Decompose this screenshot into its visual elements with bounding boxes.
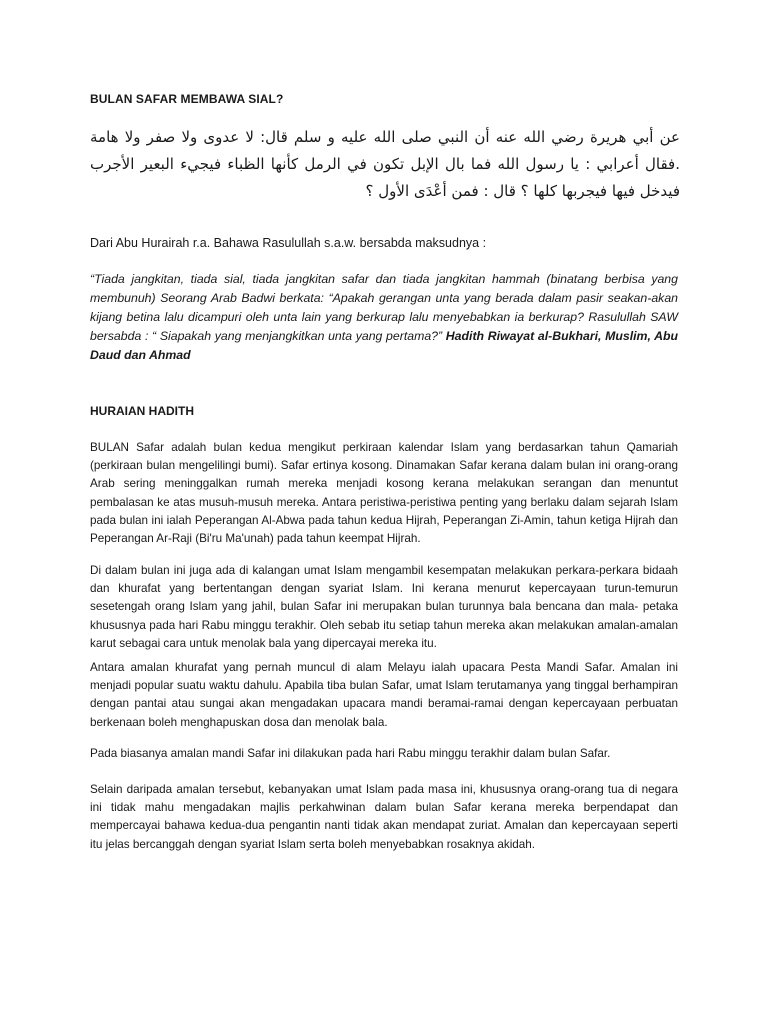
hadith-translation [90, 270, 678, 365]
paragraph: Pada biasanya amalan mandi Safar ini dilakukan pada hari Rabu minggu terakhir dalam bulan Safar. [90, 747, 611, 760]
hadith-intro: Dari Abu Hurairah r.a. Bahawa Rasulullah s.a.w. bersabda maksudnya : [90, 236, 487, 250]
paragraph: Di dalam bulan ini juga ada di kalangan umat Islam mengambil kesempatan melakukan perkara-perkara bidaah dan khurafat yang bertentangan dengan syariat Islam. Ini kerana menurut kepercayaan turun-temurun sesetengah orang Islam yang jahil, bulan Safar ini merupakan bulan turunnya bala bencana dan mala- petaka khususnya pada hari Rabu minggu terakhir. Oleh sebab itu setiap tahun mereka akan melakukan amalan-amalan karut sebagai cara untuk menolak bala yang dipercayai mereka itu. [90, 564, 678, 650]
paragraph: Selain daripada amalan tersebut, kebanyakan umat Islam pada masa ini, khususnya orang-orang tua di negara ini tidak mahu mengadakan majlis perkahwinan dalam bulan Safar kerana mereka berpendapat dan mempercayai bahawa kedua-dua pengantin nanti tidak akan mendapat zuriat. Amalan dan kepercayaan seperti itu jelas bercanggah dengan syariat Islam serta boleh menyebabkan rosaknya akidah. [90, 783, 678, 851]
hadith-source: Hadith Riwayat al-Bukhari, Muslim, Abu Daud dan Ahmad [90, 329, 679, 362]
arabic-hadith-text: عن أبي هريرة رضي الله عنه أن النبي صلى الله عليه و سلم قال: لا عدوى ولا صفر ولا هامة .فقال أعرابي : يا رسول الله فما بال الإبل تكون في الرمل كأنها الظباء فيجيء البعير الأجرب فيدخل فيها فيجربها كلها ؟ قال : فمن أعْدَى الأول ؟ [90, 128, 680, 200]
section-heading: HURAIAN HADITH [90, 404, 194, 418]
paragraph: BULAN Safar adalah bulan kedua mengikut perkiraan kalendar Islam yang berdasarkan tahun Qamariah (perkiraan bulan mengelilingi bumi). Safar ertinya kosong. Dinamakan Safar kerana dalam bulan ini orang-orang Arab sering meninggalkan rumah mereka menjadi kosong kerana melakukan serangan dan menuntut pembalasan ke atas musuh-musuh mereka. Antara peristiwa-peristiwa penting yang berlaku dalam sejarah Islam pada bulan ini ialah Peperangan Al-Abwa pada tahun kedua Hijrah, Peperangan Zi-Amin, tahun ketiga Hijrah dan Peperangan Ar-Raji (Bi'ru Ma'unah) pada tahun keempat Hijrah. [90, 441, 678, 546]
paragraph: Antara amalan khurafat yang pernah muncul di alam Melayu ialah upacara Pesta Mandi Safar. Amalan ini menjadi popular suatu waktu dahulu. Apabila tiba bulan Safar, umat Islam terutamanya yang tinggal berhampiran dengan pantai atau sungai akan mengadakan upacara mandi beramai-ramai dengan kepercayaan perbuatan berkenaan boleh menghapuskan dosa dan menolak bala. [90, 661, 678, 729]
hadith-quote-text: “Tiada jangkitan, tiada sial, tiada jangkitan safar dan tiada jangkitan hammah (binatang berbisa yang membunuh) Seorang Arab Badwi berkata: “Apakah gerangan unta yang berada dalam pasir seakan-akan kijang betina lalu dicampuri oleh unta lain yang berkurap lalu menyebabkan ia berkurap? Rasulullah SAW bersabda : “ Siapakah yang menjangkitkan unta yang pertama?” [90, 272, 678, 343]
document-title: BULAN SAFAR MEMBAWA SIAL? [90, 92, 284, 106]
